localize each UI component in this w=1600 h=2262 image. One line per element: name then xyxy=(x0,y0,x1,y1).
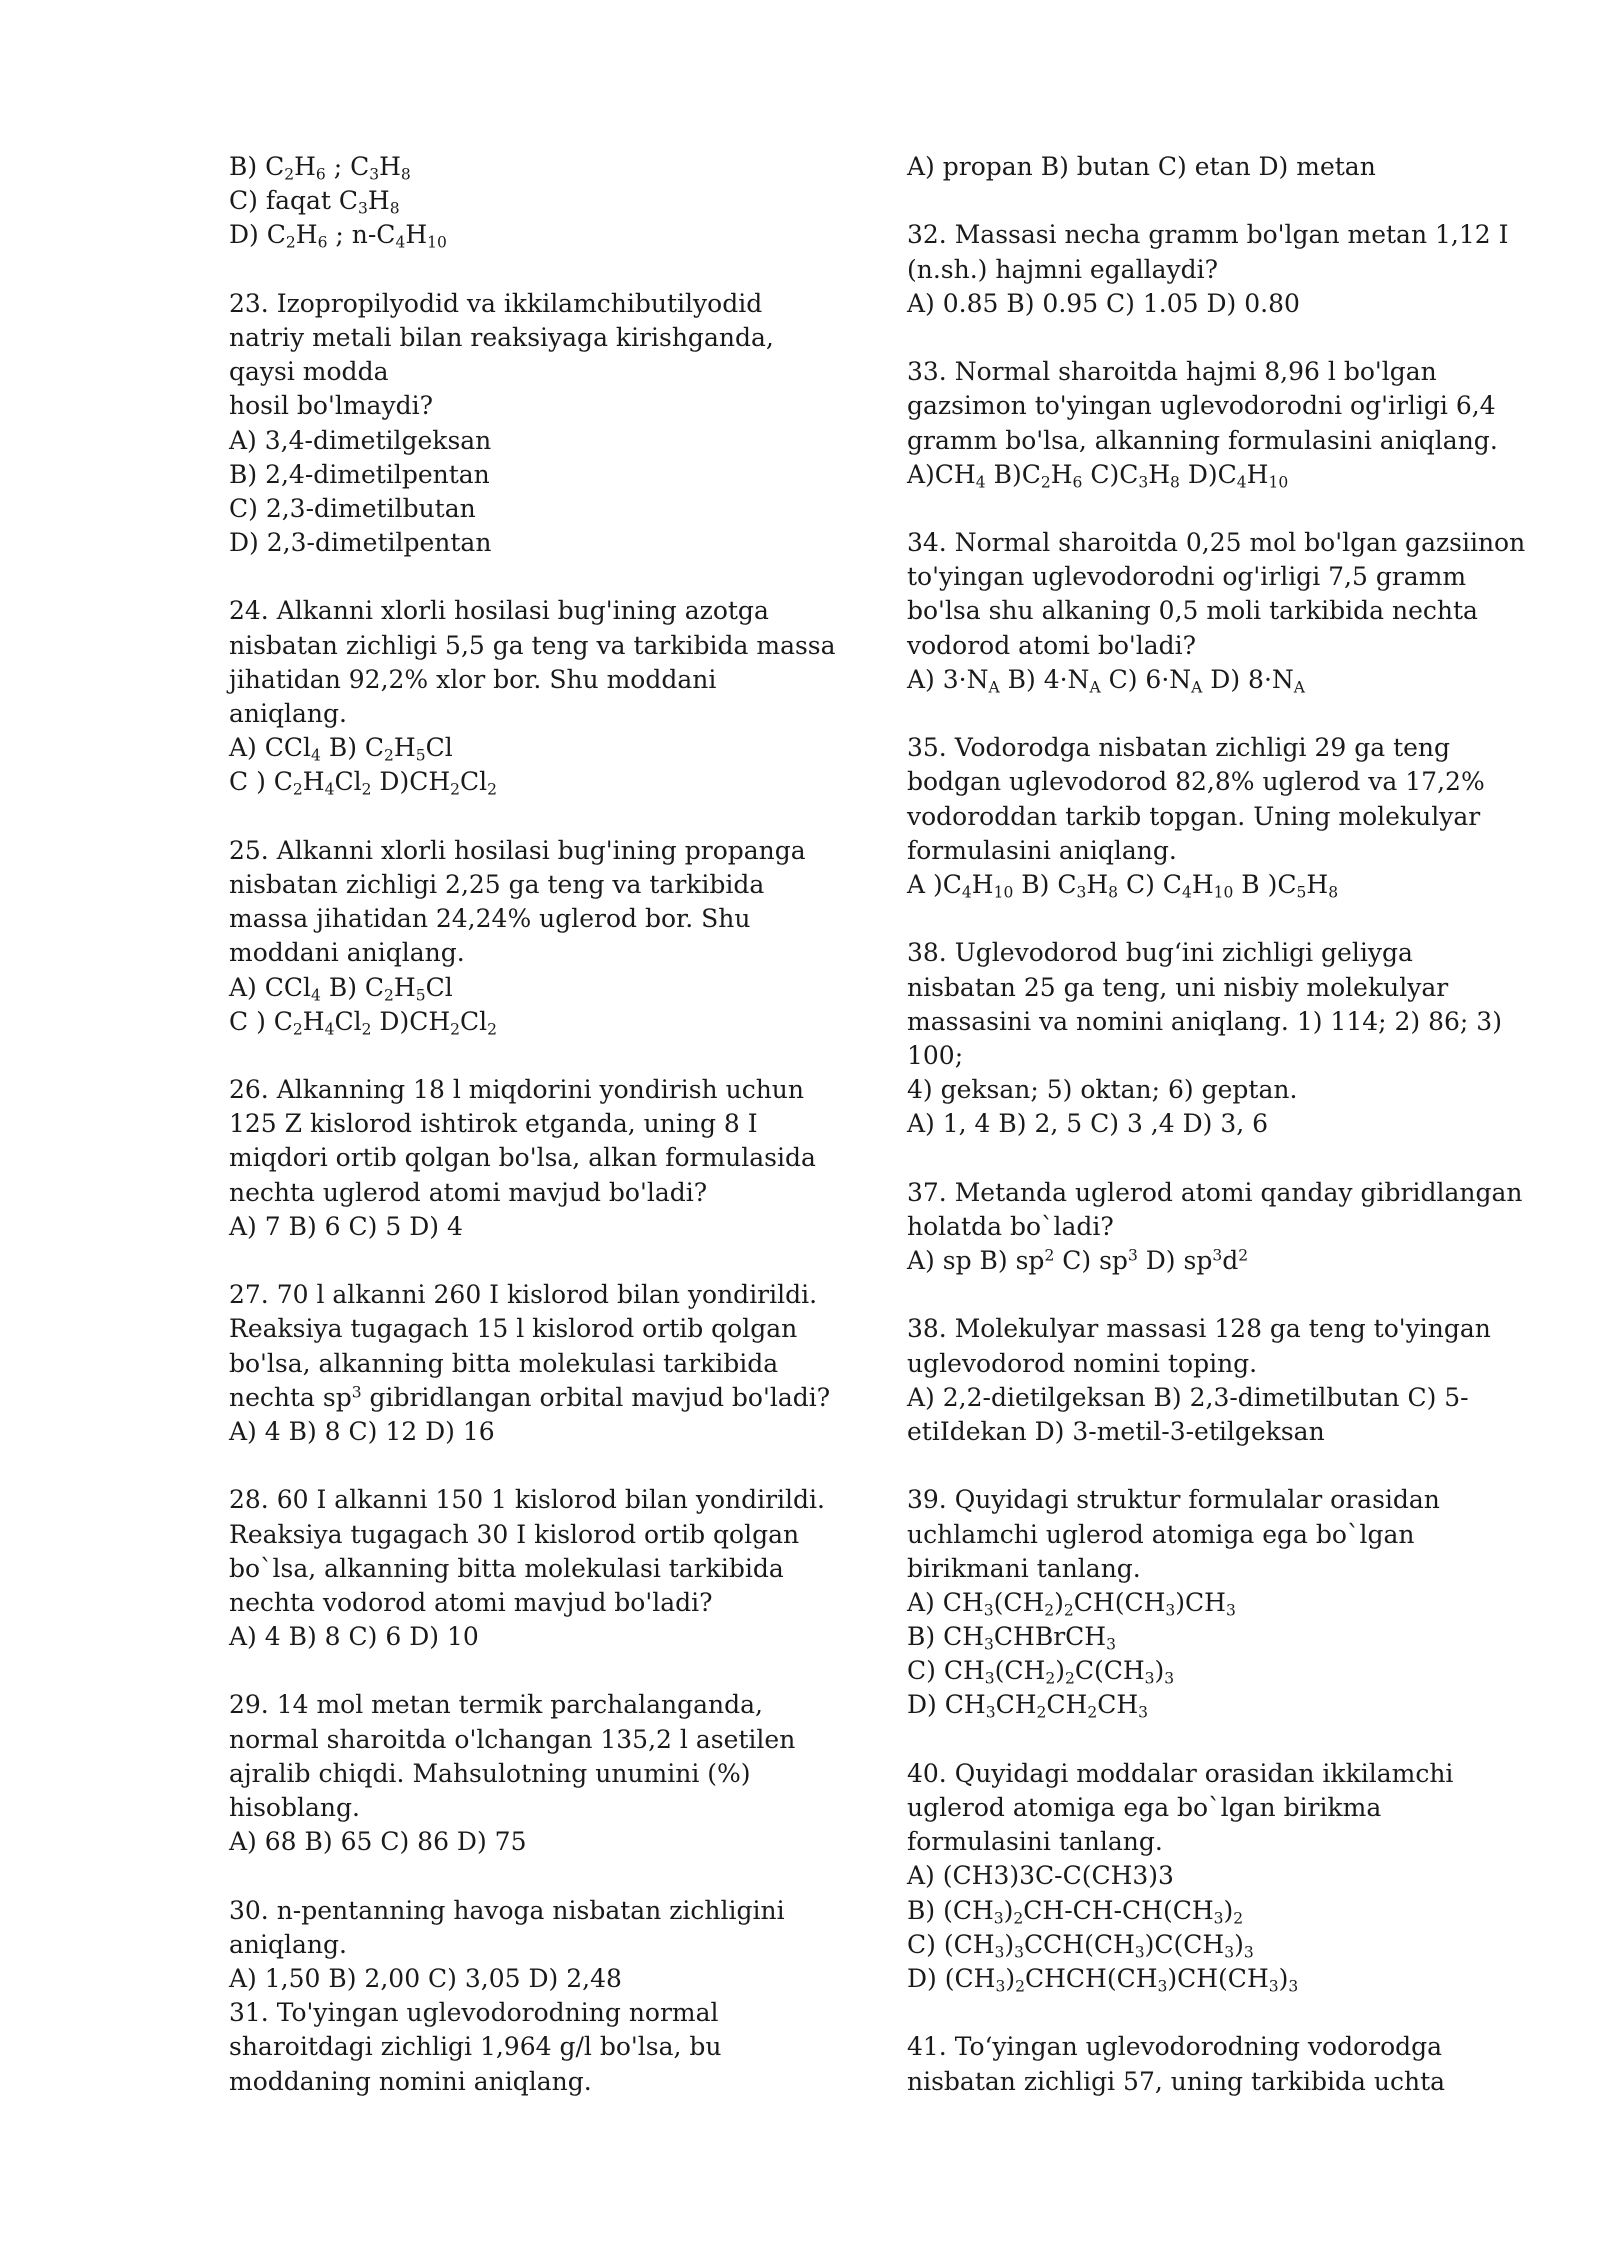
text-line: holatda bo`ladi? xyxy=(907,1211,1114,1241)
text-line: B) 2,4-dimetilpentan xyxy=(229,459,490,489)
text-line: vodoroddan tarkib topgan. Uning molekulyar xyxy=(907,801,1481,831)
text-line: 38. Molekulyar massasi 128 ga teng to'yingan xyxy=(907,1314,1491,1344)
text-line: C) $(CH_3)_3CCH(CH_3)C(CH_3)_3$ xyxy=(907,1929,1254,1962)
text-line: 100; xyxy=(907,1040,964,1070)
text-line: vodorod atomi bo'ladi? xyxy=(907,630,1197,660)
text-line: D) $C_2H_6$ ; $n-C_4H_{10}$ xyxy=(229,220,447,253)
text-line: uglevodorod nomini toping. xyxy=(907,1348,1258,1378)
text-line: natriy metali bilan reaksiyaga kirishganda, xyxy=(229,322,774,352)
text-line: 35. Vodorodga nisbatan zichligi 29 ga teng xyxy=(907,733,1451,763)
text-line: B) $C_2H_6$ ; $C_3H_8$ xyxy=(229,152,411,184)
text-line: 33. Normal sharoitda hajmi 8,96 l bo'lgan xyxy=(907,357,1437,387)
text-line: A) 0.85 B) 0.95 C) 1.05 D) 0.80 xyxy=(907,288,1300,318)
text-line: 28. 60 I alkanni 150 1 kislorod bilan yondirildi. xyxy=(229,1485,825,1515)
text-line: A) sp B) $sp^2$ C) $sp^3$ D) $sp^3d^2$ xyxy=(907,1246,1249,1275)
text-line: A) 4 B) 8 C) 6 D) 10 xyxy=(229,1622,479,1652)
text-line: 37. Metanda uglerod atomi qanday gibridlangan xyxy=(907,1177,1523,1207)
blank-line xyxy=(907,492,1507,526)
text-line: A) $CH_3(CH_2)_2CH(CH_3)CH_3$ xyxy=(907,1587,1236,1620)
text-line: to'yingan uglevodorodni og'irligi 7,5 gramm xyxy=(907,562,1467,592)
text-line: formulasini aniqlang. xyxy=(907,835,1177,865)
text-line: 27. 70 l alkanni 260 I kislorod bilan yondirildi. xyxy=(229,1280,818,1310)
right-column xyxy=(907,150,1526,2099)
blank-line xyxy=(229,800,829,834)
text-line: 38. Uglevodorod bug‘ini zichligi geliyga xyxy=(907,938,1413,968)
blank-line xyxy=(907,321,1507,355)
text-line: A) CCl$_4$ B) $C_2H_5Cl$ xyxy=(229,733,453,765)
text-line: A) (CH3)3C-C(CH3)3 xyxy=(907,1861,1174,1891)
text-line: 34. Normal sharoitda 0,25 mol bo'lgan gazsiinon xyxy=(907,528,1526,558)
text-line: nisbatan 25 ga teng, uni nisbiy molekulyar xyxy=(907,972,1449,1002)
blank-line xyxy=(229,253,829,287)
text-line: 30. n-pentanning havoga nisbatan zichligini xyxy=(229,1895,785,1925)
text-line: hisoblang. xyxy=(229,1793,360,1822)
blank-line xyxy=(907,1449,1507,1483)
text-line: D) 2,3-dimetilpentan xyxy=(229,528,492,558)
text-line: moddani aniqlang. xyxy=(229,938,465,968)
text-line: A) 3,4-dimetilgeksan xyxy=(229,425,492,455)
text-line: aniqlang. xyxy=(229,699,347,728)
text-line: 41. To‘yingan uglevodorodning vodorodga xyxy=(907,2032,1443,2062)
blank-line xyxy=(907,1141,1507,1175)
text-line: C) $CH_3(CH_2)_2C(CH_3)_3$ xyxy=(907,1656,1175,1688)
text-line: etiIdekan D) 3-metil-3-etilgeksan xyxy=(907,1416,1325,1446)
text-line: massa jihatidan 24,24% uglerod bor. Shu xyxy=(229,904,751,934)
text-line: bo'lsa, alkanning bitta molekulasi tarkibida xyxy=(229,1348,779,1378)
text-line: 40. Quyidagi moddalar orasidan ikkilamchi xyxy=(907,1758,1454,1788)
text-line: ajralib chiqdi. Mahsulotning unumini (%) xyxy=(229,1758,751,1788)
text-line: nechta vodorod atomi mavjud bo'ladi? xyxy=(229,1587,713,1617)
text-line: B) $(CH_3)_2CH-CH-CH(CH_3)_2$ xyxy=(907,1895,1244,1928)
blank-line xyxy=(229,1244,829,1278)
text-line: nechta $sp^3$ gibridlangan orbital mavjud bo'ladi? xyxy=(229,1382,831,1412)
text-line: 25. Alkanni xlorli hosilasi bug'ining propanga xyxy=(229,835,806,865)
text-line: 24. Alkanni xlorli hosilasi bug'ining azotga xyxy=(229,596,769,626)
text-line: A) 68 B) 65 C) 86 D) 75 xyxy=(229,1827,527,1857)
text-line: miqdori ortib qolgan bo'lsa, alkan formulasida xyxy=(229,1143,816,1173)
text-line: Reaksiya tugagach 15 l kislorod ortib qolgan xyxy=(229,1314,798,1344)
text-line: birikmani tanlang. xyxy=(907,1553,1141,1583)
text-line: (n.sh.) hajmni egallaydi? xyxy=(907,254,1219,284)
text-line: D) $(CH_3)_2CHCH(CH_3)CH(CH_3)_3$ xyxy=(907,1963,1299,1996)
text-line: A) $3\cdot N_A$ B) $4\cdot N_A$ C) $6\cdot N_A$ D) $8\cdot N_A$ xyxy=(907,664,1305,697)
text-line: 125 Z kislorod ishtirok etganda, uning 8 I xyxy=(229,1109,758,1139)
blank-line xyxy=(907,1996,1507,2030)
text-line: D) $CH_3CH_2CH_2CH_3$ xyxy=(907,1690,1148,1723)
text-line: A) propan B) butan C) etan D) metan xyxy=(907,152,1376,181)
text-line: C) 2,3-dimetilbutan xyxy=(229,493,476,523)
text-line: normal sharoitda o'lchangan 135,2 l asetilen xyxy=(229,1724,796,1754)
text-line: bo'lsa shu alkaning 0,5 moli tarkibida nechta xyxy=(907,596,1478,626)
blank-line xyxy=(229,560,829,594)
text-line: moddaning nomini aniqlang. xyxy=(229,2066,592,2096)
text-line: bodgan uglevodorod 82,8% uglerod va 17,2% xyxy=(907,767,1485,797)
text-line: A) CCl$_4$ B) $C_2H_5Cl$ xyxy=(229,972,453,1005)
text-line: uchlamchi uglerod atomiga ega bo`lgan xyxy=(907,1519,1415,1549)
text-line: nechta uglerod atomi mavjud bo'ladi? xyxy=(229,1177,708,1207)
text-line: massasini va nomini aniqlang. 1) 114; 2) 86; 3) xyxy=(907,1006,1502,1036)
text-line: 39. Quyidagi struktur formulalar orasidan xyxy=(907,1485,1440,1515)
text-line: Reaksiya tugagach 30 I kislorod ortib qolgan xyxy=(229,1519,800,1549)
text-line: A )$C_4H_{10}$ B) $C_3H_8$ C) $C_4H_{10}$ B )$C_5H_8$ xyxy=(907,869,1339,902)
blank-line xyxy=(907,697,1507,731)
blank-line xyxy=(229,1859,829,1893)
text-line: A) 1, 4 B) 2, 5 C) 3 ,4 D) 3, 6 xyxy=(907,1109,1269,1139)
text-line: 31. To'yingan uglevodorodning normal xyxy=(229,1998,719,2028)
text-line: A) 4 B) 8 C) 12 D) 16 xyxy=(229,1416,495,1446)
text-line: A) 2,2-dietilgeksan B) 2,3-dimetilbutan C) 5- xyxy=(907,1382,1469,1412)
text-line: B) $CH_3CHBrCH_3$ xyxy=(907,1622,1116,1654)
blank-line xyxy=(907,902,1507,936)
text-line: formulasini tanlang. xyxy=(907,1827,1163,1857)
text-line: hosil bo'lmaydi? xyxy=(229,391,433,421)
blank-line xyxy=(907,1723,1507,1757)
text-line: nisbatan zichligi 5,5 ga teng va tarkibida massa xyxy=(229,630,836,660)
text-line: uglerod atomiga ega bo`lgan birikma xyxy=(907,1793,1382,1822)
text-line: $A)CH_4$ $B)C_2H_6$ $C)C_3H_8$ $D)C_4H_{10}$ xyxy=(907,459,1289,492)
text-line: 23. Izopropilyodid va ikkilamchibutilyodid xyxy=(229,288,763,318)
text-line: A) 7 B) 6 C) 5 D) 4 xyxy=(229,1211,463,1241)
text-line: C ) $C_2H_4Cl_2$ $D)CH_2Cl_2$ xyxy=(229,1006,498,1039)
text-line: 4) geksan; 5) oktan; 6) geptan. xyxy=(907,1075,1298,1105)
text-line: nisbatan zichligi 57, uning tarkibida uchta xyxy=(907,2066,1446,2096)
text-line: gramm bo'lsa, alkanning formulasini aniqlang. xyxy=(907,425,1498,455)
text-line: aniqlang. xyxy=(229,1929,347,1959)
text-line: C) faqat $C_3H_8$ xyxy=(229,186,400,218)
blank-line xyxy=(907,1278,1507,1312)
blank-line xyxy=(229,1449,829,1483)
text-line: jihatidan 92,2% xlor bor. Shu moddani xyxy=(229,664,717,694)
text-line: A) 1,50 B) 2,00 C) 3,05 D) 2,48 xyxy=(229,1963,622,1993)
blank-line xyxy=(907,184,1507,218)
text-line: sharoitdagi zichligi 1,964 g/l bo'lsa, bu xyxy=(229,2032,722,2062)
blank-line xyxy=(229,1654,829,1688)
text-line: bo`lsa, alkanning bitta molekulasi tarkibida xyxy=(229,1553,784,1583)
text-line: gazsimon to'yingan uglevodorodni og'irligi 6,4 xyxy=(907,391,1496,421)
text-line: 32. Massasi necha gramm bo'lgan metan 1,12 I xyxy=(907,220,1509,250)
text-line: 26. Alkanning 18 l miqdorini yondirish uchun xyxy=(229,1075,805,1105)
text-line: 29. 14 mol metan termik parchalanganda, xyxy=(229,1690,763,1720)
text-line: nisbatan zichligi 2,25 ga teng va tarkibida xyxy=(229,869,765,899)
text-line: C ) $C_2H_4Cl_2$ $D)CH_2Cl_2$ xyxy=(229,767,498,800)
blank-line xyxy=(229,1039,829,1073)
text-line: qaysi modda xyxy=(229,357,389,387)
left-column xyxy=(229,150,836,2099)
